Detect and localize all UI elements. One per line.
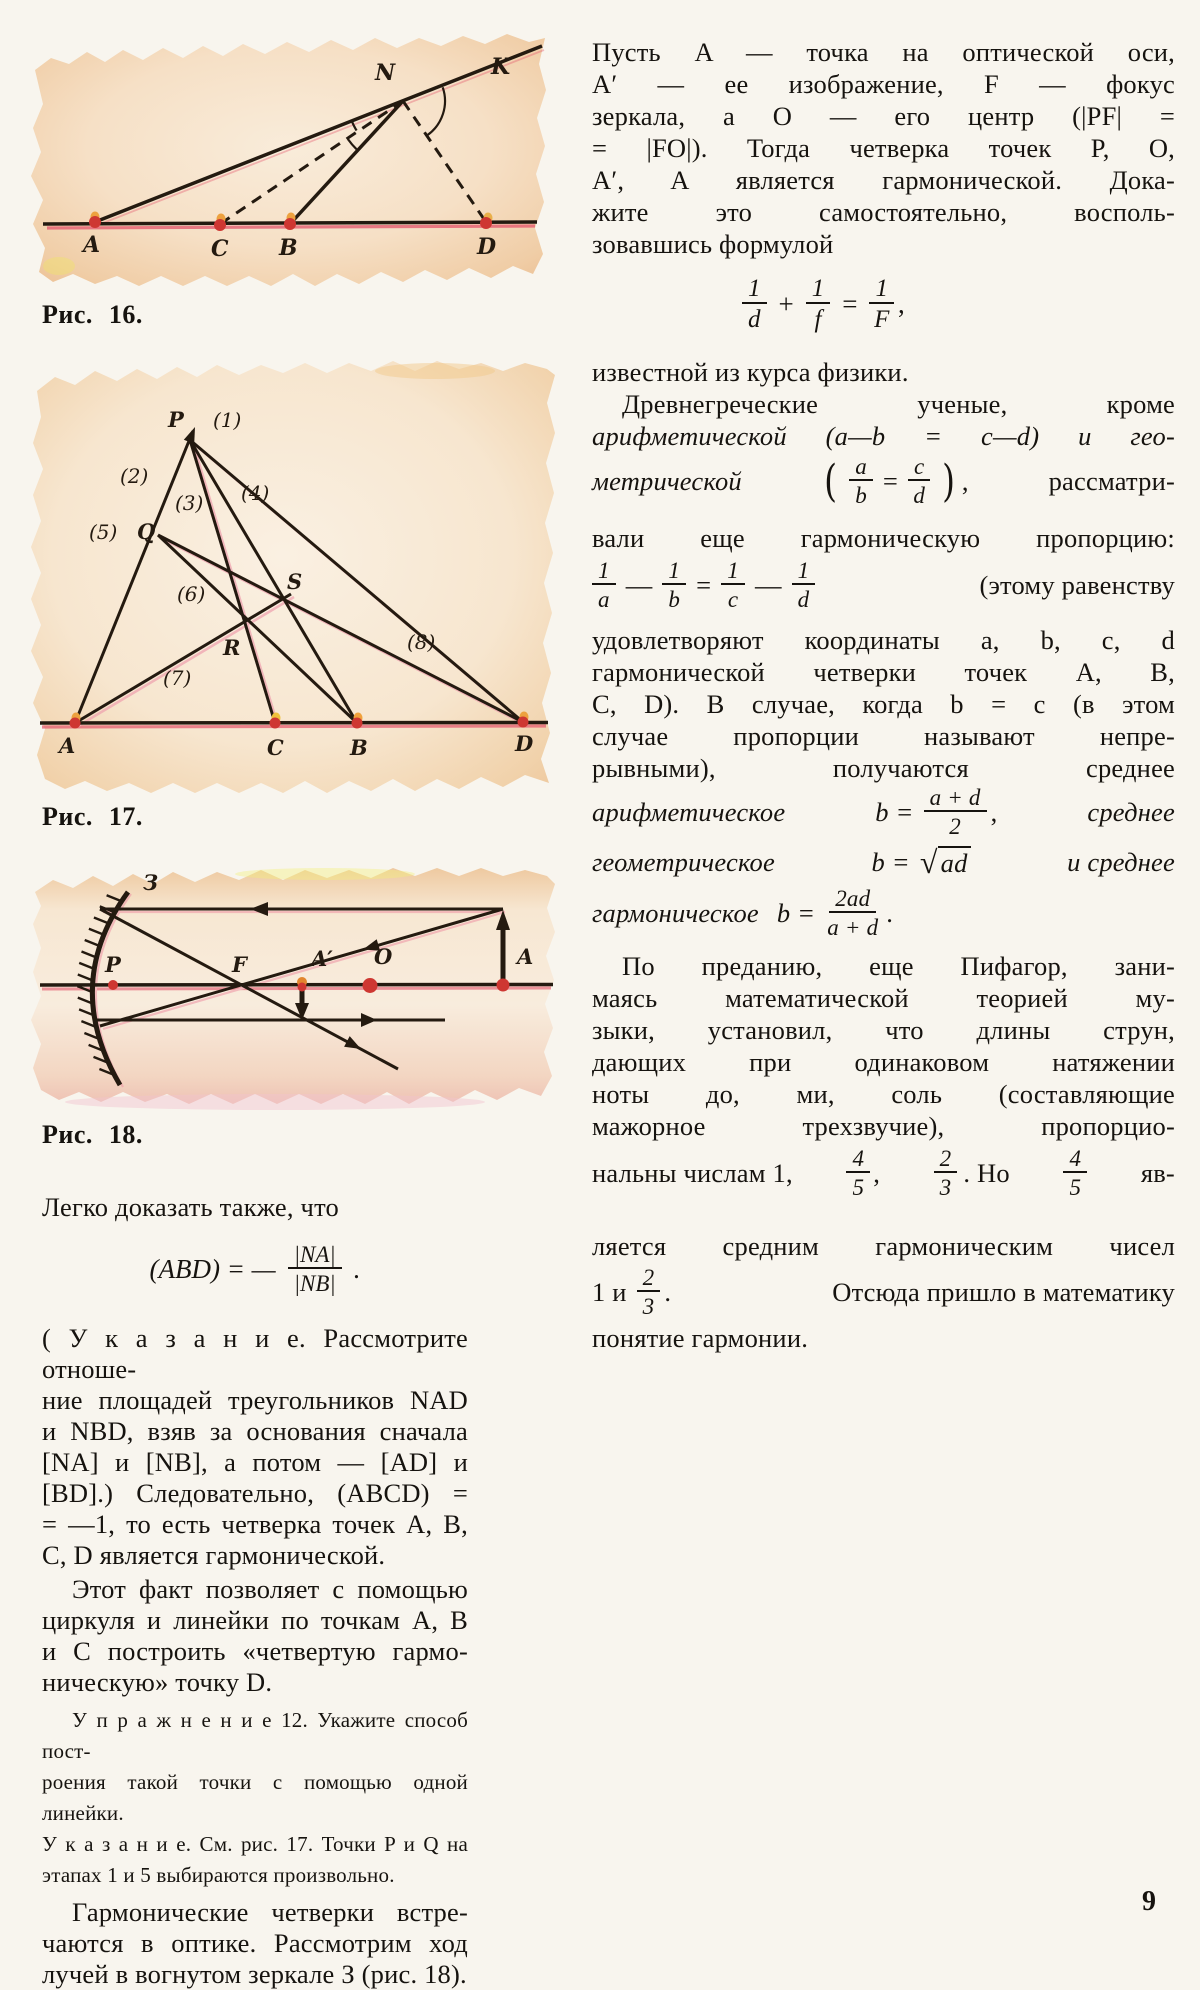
text-segment: геометрическое — [592, 846, 775, 877]
fig17-step-label-7: (7) — [163, 666, 192, 690]
page-number: 9 — [1142, 1886, 1156, 1917]
fig16-point-label-k: K — [491, 54, 511, 80]
text-line: и NBD, взяв за основания сначала — [42, 1416, 468, 1446]
text-line: известной из курса физики. — [592, 357, 909, 387]
fig17-point-label-q: Q — [137, 519, 156, 544]
formula-lhs: (ABD) = — — [149, 1253, 276, 1284]
text-line: [BD].) Следовательно, (ABCD) = — [42, 1478, 468, 1508]
text-line: = |FO|). Тогда четверка точек P, O, — [592, 133, 1175, 163]
fig17-step-label-2: (2) — [120, 464, 149, 488]
text-line: = —1, то есть четверка точек A, B, — [42, 1509, 468, 1539]
text-segment: и среднее — [1067, 846, 1175, 877]
text-line: мажорное трехзвучие), пропорцио- — [592, 1111, 1175, 1141]
fig17-step-label-8: (8) — [407, 630, 436, 654]
text-segment: рассматри- — [1048, 465, 1175, 496]
text-segment: среднее — [1087, 796, 1175, 827]
figure-17-construction-diagram — [25, 355, 560, 805]
paragraph — [592, 950, 1175, 1142]
fig17-point-label-p: P — [168, 407, 184, 432]
fig17-step-label-5: (5) — [89, 520, 118, 544]
fraction-group: ( $\frac{a}{b}$ = $\frac{c}{d}$ ) , — [823, 453, 969, 508]
text-line: ническую» точку D. — [42, 1667, 273, 1697]
text-line: циркуля и линейки по точкам A, B — [42, 1605, 468, 1635]
fig17-step-label-3: (3) — [175, 491, 204, 515]
text-line: этапах 1 и 5 выбираются произвольно. — [42, 1863, 395, 1887]
fraction: $\frac{1}{f}$ — [806, 275, 831, 334]
paragraph — [42, 1323, 468, 1571]
text-line: удовлетворяют координаты a, b, c, d — [592, 625, 1175, 655]
text-line: C, D является гармонической. — [42, 1540, 386, 1570]
text-line-with-fractions: нальны числам 1, 4 5 , 2 3 . Но 4 5 яв- — [592, 1145, 1175, 1200]
text-line-with-radical — [592, 840, 1175, 884]
paragraph — [42, 1574, 468, 1698]
text-line: дающих при одинаковом натяжении — [592, 1047, 1175, 1077]
paragraph — [592, 36, 1175, 260]
operator: + — [778, 288, 794, 319]
fig17-point-label-b: B — [350, 735, 368, 760]
fig16-point-label-d: D — [477, 234, 497, 260]
fig18-point-label-f: F — [232, 952, 247, 977]
text-line-with-fractions: 1 и 2 3 . Отсюда пришло в математику — [592, 1264, 1175, 1319]
text-line: ноты до, ми, соль (составляющие — [592, 1079, 1175, 1109]
fig18-point-label-o: O — [374, 944, 393, 969]
right-text-column — [592, 28, 1175, 1354]
fig17-step-label-6: (6) — [177, 582, 206, 606]
fig17-point-label-s: S — [287, 569, 303, 594]
text-line: ляется средним гармоническим чисел — [592, 1231, 1175, 1261]
fraction-group: 1 a — $\frac{1}{b}$ = $\frac{1}{c}$ — 1 d — [592, 558, 815, 613]
text-line: лучей в вогнутом зеркале З (рис. 18). — [42, 1959, 467, 1989]
text-line: Древнегреческие ученые, кроме — [622, 389, 1175, 419]
fraction-group: b = $\frac{a + d}{2}$ , — [875, 784, 998, 839]
fig17-point-label-c: C — [267, 735, 284, 760]
text-segment: метрической — [592, 465, 742, 496]
text-line: A′ — ее изображение, F — фокус — [592, 69, 1175, 99]
text-line: Пусть A — точка на оптической оси, — [592, 37, 1175, 67]
left-text-column — [42, 1192, 468, 1990]
text-line: понятие гармонии. — [592, 1323, 809, 1353]
text-line: вали еще гармоническую пропорцию: — [592, 523, 1175, 553]
formula-abd — [42, 1237, 468, 1301]
fig16-point-label-b: B — [279, 235, 298, 261]
figure-18-concave-mirror-diagram — [25, 862, 560, 1114]
paper-stain — [235, 868, 415, 880]
fig16-point-label-n: N — [375, 60, 396, 86]
text-line: У п р а ж н е н и е 12. Укажите способ пост- — [42, 1708, 468, 1763]
text-line: Гармонические четверки встре- — [72, 1897, 468, 1927]
text-line: зовавшись формулой — [592, 229, 834, 259]
formula-tail: . — [353, 1253, 361, 1284]
fig16-point-label-c: C — [211, 236, 229, 262]
text-line: роения такой точки с помощью одной линейки. — [42, 1770, 468, 1825]
text-line: C, D). В случае, когда b = c (в этом — [592, 689, 1175, 719]
fig16-point-label-a: A — [83, 232, 101, 258]
text-segment: яв- — [1140, 1157, 1175, 1188]
text-line: зыки, установил, что длины струн, — [592, 1015, 1175, 1045]
text-line-with-fractions: гармоническое b = $\frac{2ad}{a + d}$ . — [592, 885, 894, 940]
text-line: зеркала, а O — его центр (|PF| = — [592, 101, 1175, 131]
figure-16-harmonic-points-diagram — [25, 28, 560, 328]
text-line: Этот факт позволяет с помощью — [72, 1574, 468, 1604]
text-line: гармонической четверки точек A, B, — [592, 657, 1175, 687]
fig18-point-label-a1: A′ — [311, 946, 333, 971]
fig16-caption: Рис. 16. — [42, 300, 143, 329]
fig18-point-label-a: A — [517, 944, 534, 969]
text-line: случае пропорции называют непре- — [592, 721, 1175, 751]
fig17-step-label-4: (4) — [241, 481, 270, 505]
fig18-point-label-p: P — [105, 952, 121, 977]
radical-sign: √ — [919, 843, 938, 880]
fig18-caption: Рис. 18. — [42, 1120, 143, 1149]
text-segment: нальны числам 1, — [592, 1157, 793, 1188]
text-line: чаются в оптике. Рассмотрим ход — [42, 1928, 468, 1958]
paper-stain-pink — [65, 1094, 485, 1110]
fig17-point-label-d: D — [515, 731, 534, 756]
fraction: $\frac{1}{F}$ — [869, 275, 894, 334]
text-line: [NA] и [NB], а потом — [AD] и — [42, 1447, 468, 1477]
fraction: 1 d — [742, 275, 767, 334]
text-line: рывными), получаются среднее — [592, 753, 1175, 783]
punctuation: , — [897, 288, 905, 319]
text-line: ние площадей треугольников NAD — [42, 1385, 468, 1415]
fig18-mirror-label-z: З — [143, 870, 159, 895]
text-line: По преданию, еще Пифагор, зани- — [622, 951, 1175, 981]
text-line: маясь математической теорией му- — [592, 983, 1175, 1013]
operator: = — [842, 288, 858, 319]
text-line: ( У к а з а н и е. Рассмотрите отноше- — [42, 1323, 468, 1384]
fig17-point-label-r: R — [223, 635, 241, 660]
text-line-with-fractions — [592, 556, 1175, 614]
text-line: A′, A является гармонической. Дока- — [592, 165, 1175, 195]
text-line-with-fractions — [592, 452, 1175, 510]
fig17-step-label-1: (1) — [213, 408, 242, 432]
paper-stain — [375, 363, 495, 379]
text-line: и C построить «четвертую гармо- — [42, 1636, 468, 1666]
text-segment: гармоническое — [592, 897, 759, 928]
text-line: У к а з а н и е. См. рис. 17. Точки P и Q на — [42, 1832, 468, 1856]
text-line: жите это самостоятельно, восполь- — [592, 197, 1175, 227]
paper-stain — [43, 257, 75, 275]
fraction: |NA| |NB| — [288, 1242, 342, 1297]
exercise-paragraph — [42, 1705, 468, 1891]
text-segment: Отсюда пришло в математику — [832, 1276, 1175, 1307]
fig17-caption: Рис. 17. — [42, 802, 143, 831]
fig17-point-label-a: A — [59, 733, 76, 758]
radical-group: b = √ ad — [872, 844, 971, 881]
text-line: арифметической (a—b = c—d) и гео- — [592, 421, 1175, 451]
text-line: Легко доказать также, что — [42, 1192, 339, 1222]
paragraph — [42, 1897, 468, 1990]
paragraph — [592, 624, 1175, 784]
text-line-with-fractions — [592, 784, 1175, 840]
text-segment: 1 и — [592, 1276, 627, 1307]
text-segment: (этому равенству — [979, 569, 1175, 600]
mirror-formula — [742, 272, 1175, 336]
text-segment: арифметическое — [592, 796, 786, 827]
